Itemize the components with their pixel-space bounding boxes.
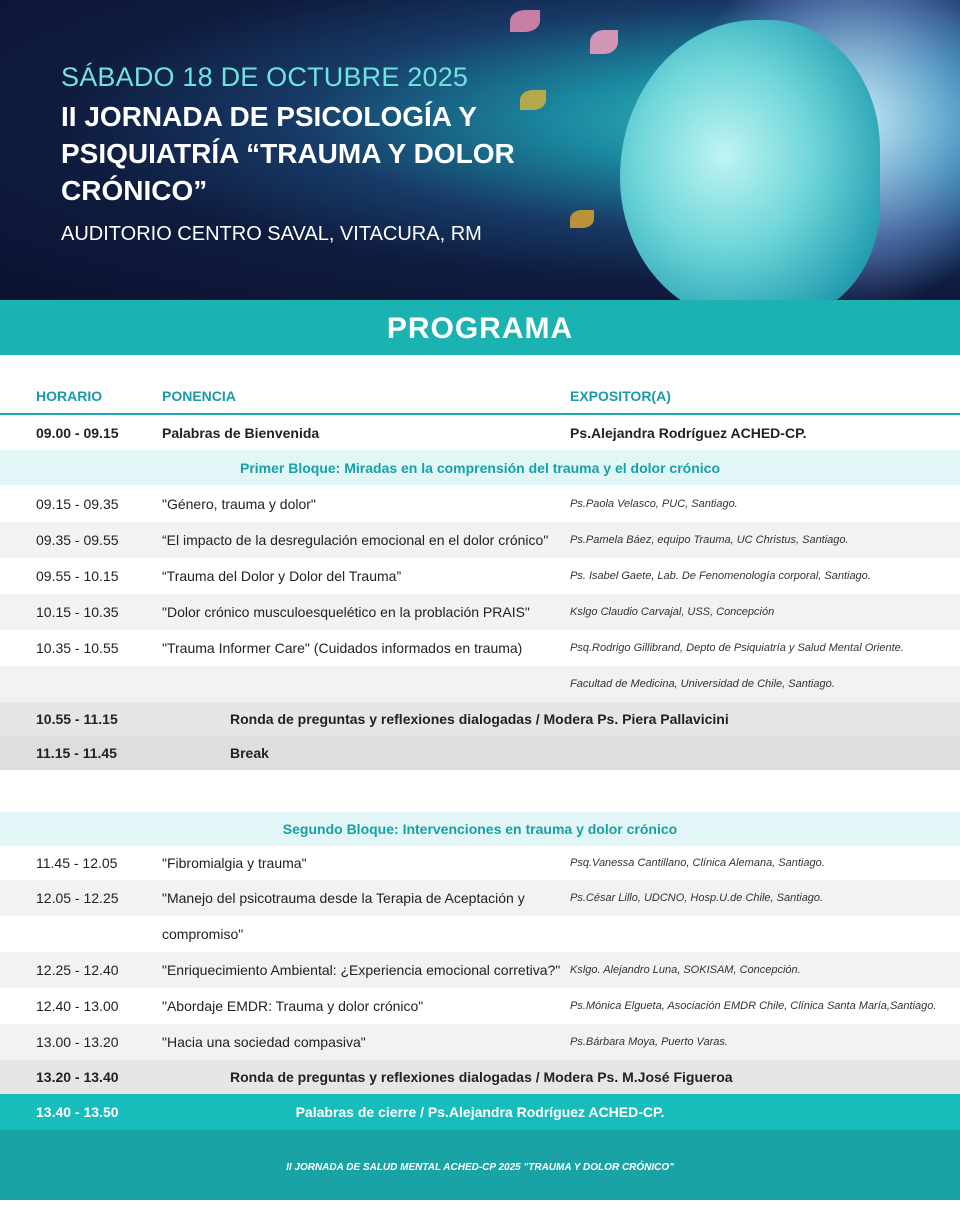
flower-decoration — [510, 10, 540, 32]
talk-cell: compromiso" — [162, 926, 244, 942]
block-header-row — [0, 812, 960, 846]
speaker-cell: Ps.Pamela Báez, equipo Trauma, UC Christus, Santiago. — [570, 534, 849, 546]
talk-cell: “Trauma del Dolor y Dolor del Trauma” — [162, 568, 402, 584]
speaker-cell: Ps.Mónica Elgueta, Asociación EMDR Chile, Clínica Santa María,Santiago. — [570, 1000, 937, 1012]
speaker-cell: Ps.Alejandra Rodríguez ACHED-CP. — [570, 425, 807, 441]
footer-text: II JORNADA DE SALUD MENTAL ACHED-CP 2025 "TRAUMA Y DOLOR CRÓNICO" — [0, 1130, 960, 1200]
talk-cell: "Trauma Informer Care" (Cuidados informados en trauma) — [162, 640, 523, 656]
table-row — [0, 736, 960, 770]
table-row — [0, 558, 960, 594]
flower-decoration — [590, 30, 618, 54]
event-date: SÁBADO 18 DE OCTUBRE 2025 — [61, 62, 469, 92]
speaker-cell: Psq.Vanessa Cantillano, Clínica Alemana, Santiago. — [570, 857, 825, 869]
talk-cell: "Hacia una sociedad compasiva" — [162, 1034, 366, 1050]
time-cell: 09.35 - 09.55 — [36, 532, 119, 548]
face-illustration — [620, 20, 880, 300]
hero-banner — [0, 0, 960, 300]
time-cell: 09.00 - 09.15 — [36, 425, 119, 441]
time-cell: 12.25 - 12.40 — [36, 962, 119, 978]
time-cell: 13.40 - 13.50 — [36, 1104, 119, 1120]
leaf-decoration — [570, 210, 594, 228]
table-row — [0, 1024, 960, 1060]
event-title: II JORNADA DE PSICOLOGÍA Y PSIQUIATRÍA “TRAUMA Y DOLOR CRÓNICO” — [61, 101, 515, 206]
speaker-cell: Ps.Bárbara Moya, Puerto Varas. — [570, 1036, 728, 1048]
time-cell: 11.15 - 11.45 — [36, 745, 117, 761]
table-row — [0, 630, 960, 666]
table-row — [0, 880, 960, 916]
session-cell: Ronda de preguntas y reflexiones dialogadas / Modera Ps. M.José Figueroa — [230, 1069, 733, 1085]
table-row — [0, 522, 960, 558]
header-time: HORARIO — [36, 388, 103, 404]
table-row — [0, 666, 960, 702]
session-cell: Ronda de preguntas y reflexiones dialogadas / Modera Ps. Piera Pallavicini — [230, 711, 729, 727]
program-heading: PROGRAMA — [0, 300, 960, 355]
time-cell: 13.00 - 13.20 — [36, 1034, 119, 1050]
table-row — [0, 415, 960, 451]
speaker-cell: Psq.Rodrigo Gillibrand, Depto de Psiquiatría y Salud Mental Oriente. — [570, 642, 904, 654]
speaker-cell: Facultad de Medicina, Universidad de Chile, Santiago. — [570, 678, 835, 690]
table-row — [0, 1094, 960, 1130]
speaker-cell: Ps.César Lillo, UDCNO, Hosp.U.de Chile, Santiago. — [570, 892, 824, 904]
table-row — [0, 916, 960, 952]
time-cell: 10.15 - 10.35 — [36, 604, 119, 620]
time-cell: 09.55 - 10.15 — [36, 568, 119, 584]
block-header-row — [0, 450, 960, 485]
table-row — [0, 988, 960, 1024]
time-cell: 12.05 - 12.25 — [36, 890, 119, 906]
talk-cell: "Dolor crónico musculoesquelético en la problación PRAIS" — [162, 604, 530, 620]
time-cell: 10.55 - 11.15 — [36, 711, 118, 727]
time-cell: 09.15 - 09.35 — [36, 496, 119, 512]
time-cell: 13.20 - 13.40 — [36, 1069, 119, 1085]
time-cell: 12.40 - 13.00 — [36, 998, 119, 1014]
talk-cell: "Enriquecimiento Ambiental: ¿Experiencia emocional corretiva?" — [162, 962, 561, 978]
header-talk: PONENCIA — [162, 388, 236, 404]
time-cell: 10.35 - 10.55 — [36, 640, 119, 656]
time-cell: 11.45 - 12.05 — [36, 855, 118, 871]
talk-cell: "Fibromialgia y trauma" — [162, 855, 307, 871]
talk-cell: "Abordaje EMDR: Trauma y dolor crónico" — [162, 998, 424, 1014]
table-row — [0, 702, 960, 736]
table-row — [0, 1060, 960, 1094]
talk-cell: "Manejo del psicotrauma desde la Terapia de Aceptación y — [162, 890, 525, 906]
talk-cell: Palabras de Bienvenida — [162, 425, 320, 441]
table-row — [0, 486, 960, 522]
centered-cell: Palabras de cierre / Ps.Alejandra Rodríguez ACHED-CP. — [295, 1104, 665, 1120]
speaker-cell: Kslgo Claudio Carvajal, USS, Concepción — [570, 606, 775, 618]
session-cell: Break — [230, 745, 269, 761]
talk-cell: "Género, trauma y dolor" — [162, 496, 316, 512]
centered-cell: Primer Bloque: Miradas en la comprensión del trauma y el dolor crónico — [239, 459, 720, 476]
centered-cell: Segundo Bloque: Intervenciones en trauma y dolor crónico — [282, 821, 678, 837]
event-venue: AUDITORIO CENTRO SAVAL, VITACURA, RM — [61, 223, 482, 245]
talk-cell: “El impacto de la desregulación emocional en el dolor crónico" — [162, 532, 549, 548]
table-row — [0, 952, 960, 988]
table-row — [0, 846, 960, 880]
speaker-cell: Ps. Isabel Gaete, Lab. De Fenomenología corporal, Santiago. — [570, 570, 871, 582]
table-row — [0, 594, 960, 630]
header-speaker: EXPOSITOR(A) — [570, 388, 671, 404]
speaker-cell: Kslgo. Alejandro Luna, SOKISAM, Concepción. — [570, 964, 801, 976]
speaker-cell: Ps.Paola Velasco, PUC, Santiago. — [570, 498, 738, 510]
